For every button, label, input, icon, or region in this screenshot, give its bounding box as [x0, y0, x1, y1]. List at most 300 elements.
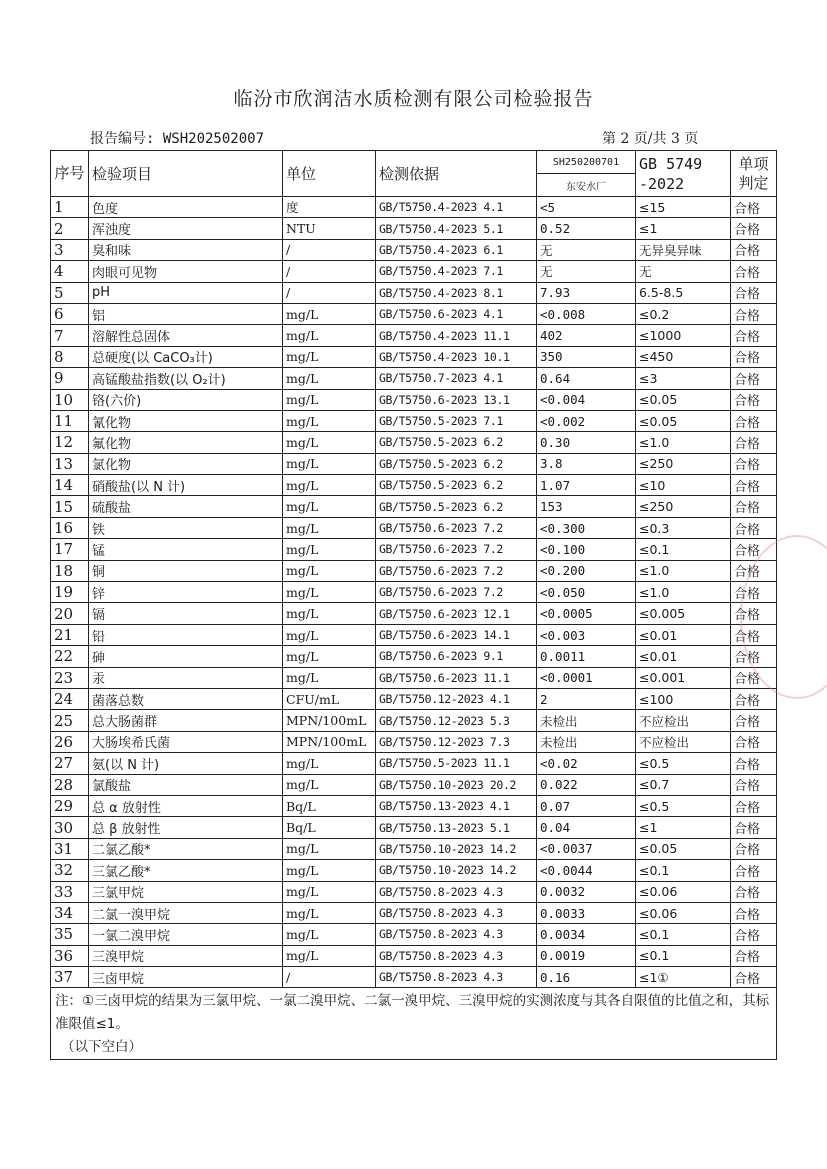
row-item: 铁: [89, 517, 283, 538]
row-result: 0.022: [537, 774, 636, 795]
row-item: 铬(六价): [89, 389, 283, 410]
row-limit: ≤0.005: [636, 603, 731, 624]
row-seq: 4: [51, 261, 89, 282]
row-unit: mg/L: [283, 945, 376, 966]
row-judge: 合格: [731, 860, 777, 881]
row-result: 0.0033: [537, 902, 636, 923]
row-limit: ≤0.05: [636, 389, 731, 410]
row-seq: 20: [51, 603, 89, 624]
row-result: 350: [537, 346, 636, 367]
row-result: 0.0034: [537, 924, 636, 945]
row-limit: ≤1.0: [636, 582, 731, 603]
table-row: [51, 303, 777, 324]
row-unit: mg/L: [283, 453, 376, 474]
row-unit: Bq/L: [283, 817, 376, 838]
row-seq: 25: [51, 710, 89, 731]
row-result: 0.0019: [537, 945, 636, 966]
row-method: GB/T5750.6-2023 13.1: [376, 389, 537, 410]
table-row: [51, 646, 777, 667]
row-seq: 19: [51, 582, 89, 603]
row-unit: mg/L: [283, 432, 376, 453]
row-seq: 17: [51, 539, 89, 560]
table-row: [51, 924, 777, 945]
row-seq: 7: [51, 325, 89, 346]
row-method: GB/T5750.6-2023 9.1: [376, 646, 537, 667]
row-seq: 12: [51, 432, 89, 453]
row-item: 锰: [89, 539, 283, 560]
row-limit: 不应检出: [636, 731, 731, 752]
row-limit: 6.5-8.5: [636, 282, 731, 303]
table-row: [51, 774, 777, 795]
row-limit: ≤0.001: [636, 667, 731, 688]
row-unit: mg/L: [283, 389, 376, 410]
row-method: GB/T5750.13-2023 5.1: [376, 817, 537, 838]
row-result: 无: [537, 239, 636, 260]
row-method: GB/T5750.4-2023 8.1: [376, 282, 537, 303]
row-judge: 合格: [731, 945, 777, 966]
table-row: [51, 218, 777, 239]
row-seq: 31: [51, 838, 89, 859]
page-number: 第 2 页/共 3 页: [602, 131, 699, 147]
row-judge: 合格: [731, 881, 777, 902]
row-result: 0.52: [537, 218, 636, 239]
row-judge: 合格: [731, 624, 777, 645]
row-limit: ≤0.05: [636, 838, 731, 859]
report-title: 临汾市欣润洁水质检测有限公司检验报告: [233, 88, 594, 110]
row-method: GB/T5750.8-2023 4.3: [376, 924, 537, 945]
table-row: [51, 410, 777, 431]
row-limit: ≤100: [636, 688, 731, 709]
row-judge: 合格: [731, 838, 777, 859]
row-unit: mg/L: [283, 774, 376, 795]
row-unit: mg/L: [283, 667, 376, 688]
table-row: [51, 453, 777, 474]
row-item: 铝: [89, 303, 283, 324]
footnote-text: 注：①三卤甲烷的结果为三氯甲烷、一氯二溴甲烷、二氯一溴甲烷、三溴甲烷的实测浓度与其各自限值的比值之和，其标准限值≤1。: [55, 993, 770, 1033]
row-limit: ≤0.5: [636, 795, 731, 816]
table-row: [51, 368, 777, 389]
row-seq: 16: [51, 517, 89, 538]
row-limit: ≤0.01: [636, 646, 731, 667]
row-seq: 14: [51, 475, 89, 496]
row-limit: ≤3: [636, 368, 731, 389]
row-result: <0.100: [537, 539, 636, 560]
row-unit: mg/L: [283, 603, 376, 624]
row-result: <0.002: [537, 410, 636, 431]
row-result: <5: [537, 197, 636, 218]
table-row: [51, 967, 777, 988]
table-row: [51, 945, 777, 966]
row-judge: 合格: [731, 282, 777, 303]
table-row: [51, 688, 777, 709]
row-method: GB/T5750.4-2023 4.1: [376, 197, 537, 218]
col-header-judge: 单项判定: [731, 151, 777, 197]
row-limit: 不应检出: [636, 710, 731, 731]
row-unit: /: [283, 261, 376, 282]
row-item: 三氯甲烷: [89, 881, 283, 902]
row-limit: ≤1①: [636, 967, 731, 988]
table-row: [51, 239, 777, 260]
row-unit: mg/L: [283, 539, 376, 560]
table-row: [51, 539, 777, 560]
row-judge: 合格: [731, 924, 777, 945]
row-seq: 27: [51, 753, 89, 774]
row-seq: 3: [51, 239, 89, 260]
row-item: 二氯乙酸*: [89, 838, 283, 859]
row-method: GB/T5750.6-2023 7.2: [376, 560, 537, 581]
row-unit: mg/L: [283, 838, 376, 859]
row-judge: 合格: [731, 795, 777, 816]
row-item: 铜: [89, 560, 283, 581]
row-result: <0.0044: [537, 860, 636, 881]
row-method: GB/T5750.10-2023 14.2: [376, 838, 537, 859]
row-unit: mg/L: [283, 753, 376, 774]
row-unit: mg/L: [283, 881, 376, 902]
row-limit: ≤1000: [636, 325, 731, 346]
row-judge: 合格: [731, 218, 777, 239]
table-row: [51, 731, 777, 752]
row-item: 三卤甲烷: [89, 967, 283, 988]
row-item: 浑浊度: [89, 218, 283, 239]
row-judge: 合格: [731, 432, 777, 453]
row-seq: 15: [51, 496, 89, 517]
row-result: 0.0032: [537, 881, 636, 902]
row-unit: CFU/mL: [283, 688, 376, 709]
row-seq: 2: [51, 218, 89, 239]
row-seq: 6: [51, 303, 89, 324]
row-result: 0.30: [537, 432, 636, 453]
row-seq: 28: [51, 774, 89, 795]
row-result: 153: [537, 496, 636, 517]
row-limit: ≤0.06: [636, 902, 731, 923]
row-item: 三氯乙酸*: [89, 860, 283, 881]
row-unit: Bq/L: [283, 795, 376, 816]
row-judge: 合格: [731, 368, 777, 389]
row-unit: /: [283, 282, 376, 303]
row-result: <0.0005: [537, 603, 636, 624]
row-method: GB/T5750.4-2023 5.1: [376, 218, 537, 239]
row-item: 臭和味: [89, 239, 283, 260]
row-item: 氟化物: [89, 432, 283, 453]
row-limit: ≤450: [636, 346, 731, 367]
row-item: 总大肠菌群: [89, 710, 283, 731]
row-method: GB/T5750.5-2023 6.2: [376, 475, 537, 496]
row-unit: /: [283, 239, 376, 260]
row-judge: 合格: [731, 496, 777, 517]
row-method: GB/T5750.6-2023 4.1: [376, 303, 537, 324]
row-item: 锌: [89, 582, 283, 603]
row-unit: mg/L: [283, 624, 376, 645]
row-result: 3.8: [537, 453, 636, 474]
col-header-standard: GB 5749 -2022: [636, 151, 731, 197]
row-unit: mg/L: [283, 346, 376, 367]
row-method: GB/T5750.6-2023 11.1: [376, 667, 537, 688]
row-seq: 26: [51, 731, 89, 752]
row-judge: 合格: [731, 731, 777, 752]
row-limit: 无: [636, 261, 731, 282]
row-seq: 10: [51, 389, 89, 410]
table-row: [51, 860, 777, 881]
row-item: 总硬度(以 CaCO₃计): [89, 346, 283, 367]
table-row: [51, 753, 777, 774]
row-method: GB/T5750.5-2023 6.2: [376, 432, 537, 453]
row-limit: ≤0.01: [636, 624, 731, 645]
row-item: 硫酸盐: [89, 496, 283, 517]
row-unit: NTU: [283, 218, 376, 239]
row-item: 镉: [89, 603, 283, 624]
row-seq: 18: [51, 560, 89, 581]
row-seq: 9: [51, 368, 89, 389]
row-method: GB/T5750.10-2023 14.2: [376, 860, 537, 881]
col-header-seq: 序号: [51, 151, 89, 197]
row-limit: ≤250: [636, 453, 731, 474]
row-result: 0.64: [537, 368, 636, 389]
row-result: 7.93: [537, 282, 636, 303]
row-judge: 合格: [731, 346, 777, 367]
row-judge: 合格: [731, 453, 777, 474]
row-item: 氨(以 N 计): [89, 753, 283, 774]
row-unit: mg/L: [283, 475, 376, 496]
report-number: 报告编号: WSH202502007: [90, 131, 265, 147]
row-result: <0.200: [537, 560, 636, 581]
row-limit: ≤0.05: [636, 410, 731, 431]
row-item: 氯化物: [89, 453, 283, 474]
row-seq: 21: [51, 624, 89, 645]
row-result: 0.16: [537, 967, 636, 988]
row-judge: 合格: [731, 389, 777, 410]
row-judge: 合格: [731, 774, 777, 795]
row-unit: mg/L: [283, 924, 376, 945]
row-unit: mg/L: [283, 368, 376, 389]
row-limit: ≤0.2: [636, 303, 731, 324]
row-limit: ≤1.0: [636, 560, 731, 581]
row-seq: 8: [51, 346, 89, 367]
table-row: [51, 496, 777, 517]
row-method: GB/T5750.5-2023 11.1: [376, 753, 537, 774]
row-method: GB/T5750.6-2023 7.2: [376, 517, 537, 538]
row-judge: 合格: [731, 560, 777, 581]
table-row: [51, 838, 777, 859]
row-item: 溶解性总固体: [89, 325, 283, 346]
row-limit: ≤0.7: [636, 774, 731, 795]
row-item: 三溴甲烷: [89, 945, 283, 966]
row-judge: 合格: [731, 303, 777, 324]
row-limit: ≤0.06: [636, 881, 731, 902]
row-result: 未检出: [537, 731, 636, 752]
table-row: [51, 710, 777, 731]
row-result: <0.008: [537, 303, 636, 324]
row-seq: 24: [51, 688, 89, 709]
row-seq: 34: [51, 902, 89, 923]
row-limit: ≤0.1: [636, 924, 731, 945]
row-item: 总 β 放射性: [89, 817, 283, 838]
table-row: [51, 560, 777, 581]
row-seq: 13: [51, 453, 89, 474]
row-result: <0.0037: [537, 838, 636, 859]
table-row: [51, 261, 777, 282]
row-judge: 合格: [731, 475, 777, 496]
table-row: [51, 432, 777, 453]
row-result: 无: [537, 261, 636, 282]
row-item: 总 α 放射性: [89, 795, 283, 816]
col-header-item: 检验项目: [89, 151, 283, 197]
row-unit: mg/L: [283, 496, 376, 517]
row-item: 大肠埃希氏菌: [89, 731, 283, 752]
row-unit: mg/L: [283, 902, 376, 923]
row-result: 0.07: [537, 795, 636, 816]
table-row: [51, 325, 777, 346]
row-seq: 5: [51, 282, 89, 303]
col-header-method: 检测依据: [376, 151, 537, 197]
row-item: 硝酸盐(以 N 计): [89, 475, 283, 496]
row-result: 0.04: [537, 817, 636, 838]
row-seq: 36: [51, 945, 89, 966]
row-unit: MPN/100mL: [283, 731, 376, 752]
row-judge: 合格: [731, 325, 777, 346]
row-seq: 23: [51, 667, 89, 688]
row-judge: 合格: [731, 753, 777, 774]
row-method: GB/T5750.4-2023 7.1: [376, 261, 537, 282]
table-row: [51, 582, 777, 603]
col-header-unit: 单位: [283, 151, 376, 197]
row-judge: 合格: [731, 817, 777, 838]
row-method: GB/T5750.8-2023 4.3: [376, 881, 537, 902]
row-limit: ≤0.1: [636, 860, 731, 881]
row-judge: 合格: [731, 517, 777, 538]
row-method: GB/T5750.8-2023 4.3: [376, 945, 537, 966]
row-item: 二氯一溴甲烷: [89, 902, 283, 923]
row-item: 氰化物: [89, 410, 283, 431]
table-row: [51, 346, 777, 367]
row-method: GB/T5750.6-2023 7.2: [376, 582, 537, 603]
row-limit: ≤10: [636, 475, 731, 496]
row-judge: 合格: [731, 410, 777, 431]
row-result: <0.050: [537, 582, 636, 603]
notes-cell: [51, 988, 777, 1060]
row-seq: 30: [51, 817, 89, 838]
table-row: [51, 517, 777, 538]
results-table: [50, 150, 777, 1060]
row-method: GB/T5750.4-2023 10.1: [376, 346, 537, 367]
table-row: [51, 667, 777, 688]
row-unit: 度: [283, 197, 376, 218]
table-row: [51, 795, 777, 816]
table-row: [51, 475, 777, 496]
row-seq: 32: [51, 860, 89, 881]
row-unit: mg/L: [283, 410, 376, 431]
row-seq: 29: [51, 795, 89, 816]
results-body: [51, 197, 777, 988]
row-unit: mg/L: [283, 303, 376, 324]
row-judge: 合格: [731, 539, 777, 560]
blank-below-text: （以下空白）: [61, 1039, 142, 1056]
row-limit: ≤15: [636, 197, 731, 218]
table-row: [51, 282, 777, 303]
row-item: pH: [89, 282, 283, 303]
row-method: GB/T5750.12-2023 5.3: [376, 710, 537, 731]
row-judge: 合格: [731, 603, 777, 624]
row-limit: ≤1: [636, 218, 731, 239]
row-method: GB/T5750.5-2023 6.2: [376, 453, 537, 474]
row-method: GB/T5750.13-2023 4.1: [376, 795, 537, 816]
row-unit: MPN/100mL: [283, 710, 376, 731]
row-result: <0.003: [537, 624, 636, 645]
row-judge: 合格: [731, 261, 777, 282]
row-judge: 合格: [731, 582, 777, 603]
row-judge: 合格: [731, 902, 777, 923]
col-header-sample-site: 东安水厂: [537, 174, 636, 197]
table-row: [51, 902, 777, 923]
row-seq: 35: [51, 924, 89, 945]
row-judge: 合格: [731, 197, 777, 218]
row-judge: 合格: [731, 688, 777, 709]
row-judge: 合格: [731, 667, 777, 688]
row-item: 高锰酸盐指数(以 O₂计): [89, 368, 283, 389]
col-header-sample-id: SH250200701: [537, 151, 636, 174]
row-limit: 无异臭异味: [636, 239, 731, 260]
row-result: <0.0001: [537, 667, 636, 688]
row-unit: mg/L: [283, 860, 376, 881]
row-result: 未检出: [537, 710, 636, 731]
table-row: [51, 197, 777, 218]
row-limit: ≤1: [636, 817, 731, 838]
row-item: 一氯二溴甲烷: [89, 924, 283, 945]
row-method: GB/T5750.12-2023 7.3: [376, 731, 537, 752]
row-judge: 合格: [731, 967, 777, 988]
row-result: <0.02: [537, 753, 636, 774]
row-method: GB/T5750.6-2023 14.1: [376, 624, 537, 645]
table-row: [51, 389, 777, 410]
row-method: GB/T5750.5-2023 7.1: [376, 410, 537, 431]
row-item: 肉眼可见物: [89, 261, 283, 282]
row-result: 2: [537, 688, 636, 709]
row-method: GB/T5750.6-2023 7.2: [376, 539, 537, 560]
row-judge: 合格: [731, 239, 777, 260]
table-row: [51, 603, 777, 624]
table-row: [51, 624, 777, 645]
row-method: GB/T5750.7-2023 4.1: [376, 368, 537, 389]
row-unit: mg/L: [283, 646, 376, 667]
row-method: GB/T5750.8-2023 4.3: [376, 967, 537, 988]
table-row: [51, 881, 777, 902]
row-item: 菌落总数: [89, 688, 283, 709]
row-item: 汞: [89, 667, 283, 688]
row-limit: ≤250: [636, 496, 731, 517]
row-method: GB/T5750.8-2023 4.3: [376, 902, 537, 923]
row-unit: mg/L: [283, 582, 376, 603]
row-result: <0.004: [537, 389, 636, 410]
row-item: 氯酸盐: [89, 774, 283, 795]
row-unit: mg/L: [283, 325, 376, 346]
table-row: [51, 817, 777, 838]
row-unit: mg/L: [283, 560, 376, 581]
row-unit: mg/L: [283, 517, 376, 538]
row-item: 铅: [89, 624, 283, 645]
row-seq: 11: [51, 410, 89, 431]
row-item: 砷: [89, 646, 283, 667]
row-limit: ≤0.5: [636, 753, 731, 774]
row-method: GB/T5750.4-2023 11.1: [376, 325, 537, 346]
row-limit: ≤0.1: [636, 539, 731, 560]
row-method: GB/T5750.12-2023 4.1: [376, 688, 537, 709]
row-seq: 22: [51, 646, 89, 667]
row-result: 1.07: [537, 475, 636, 496]
row-item: 色度: [89, 197, 283, 218]
row-result: 0.0011: [537, 646, 636, 667]
row-result: 402: [537, 325, 636, 346]
row-limit: ≤1.0: [636, 432, 731, 453]
row-seq: 37: [51, 967, 89, 988]
